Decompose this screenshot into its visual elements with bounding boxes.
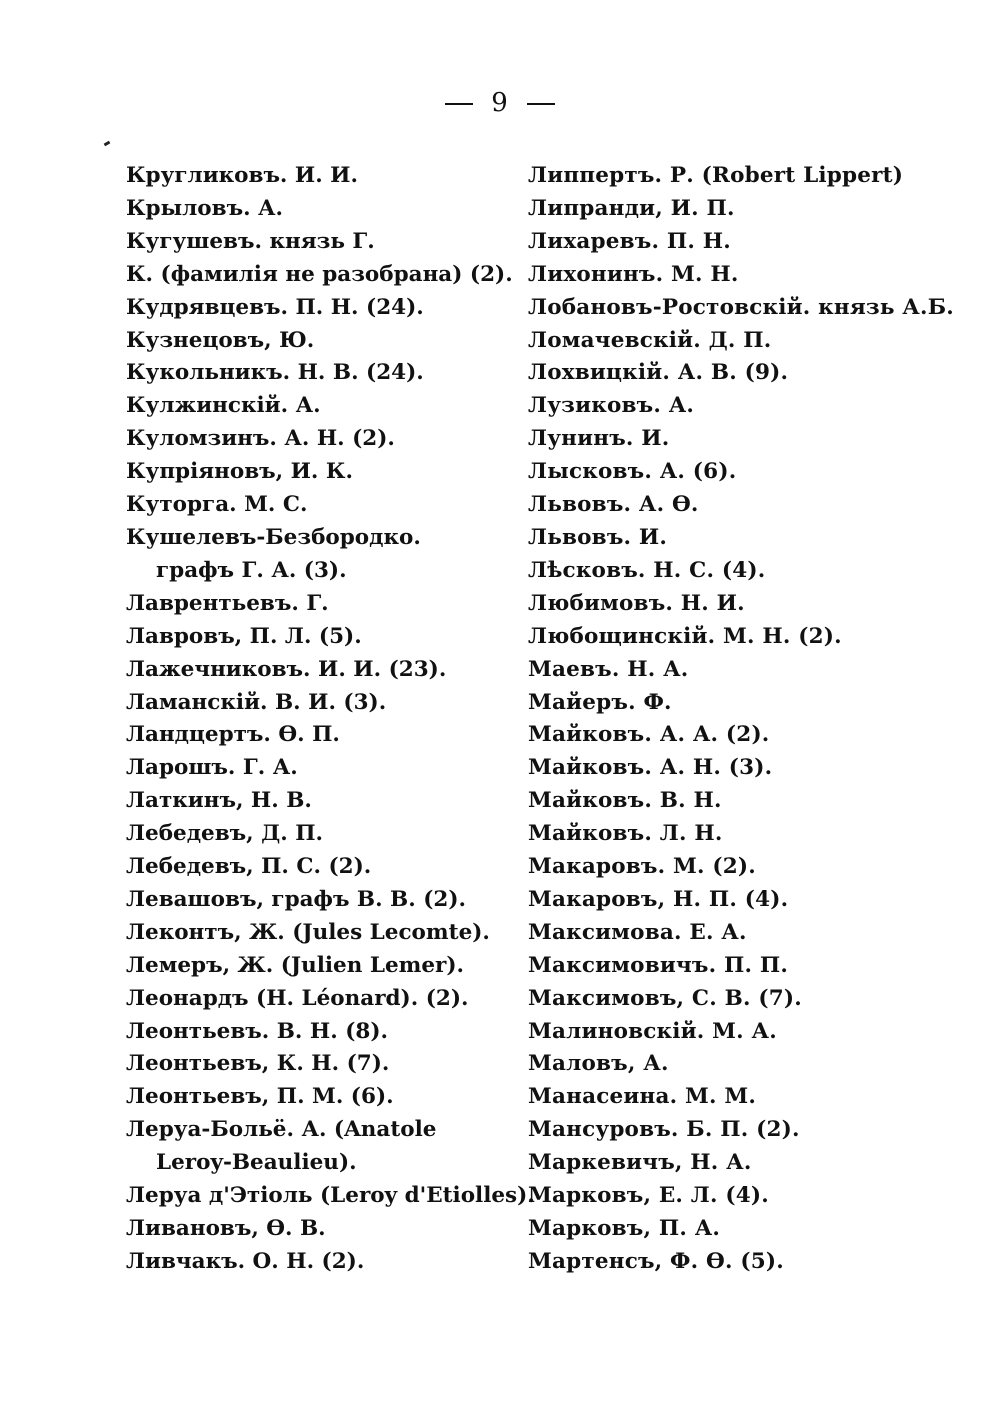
left-column-index	[126, 160, 535, 1279]
index-entry: Ломачевскій. Д. П.	[528, 327, 772, 353]
index-entry: Лузиковъ. А.	[528, 393, 695, 419]
index-entry: Леонтьевъ. В. Н. (8).	[126, 1018, 388, 1044]
index-entry: Лебедевъ, П. С. (2).	[126, 854, 372, 880]
index-entry: Лѣсковъ. Н. С. (4).	[528, 557, 766, 583]
right-column-index	[528, 160, 954, 1279]
index-entry: Кузнецовъ, Ю.	[126, 327, 315, 353]
index-entry: Мартенсъ, Ф. Ѳ. (5).	[528, 1248, 784, 1274]
index-entry: Майеръ. Ф.	[528, 689, 672, 715]
index-entry: Лебедевъ, Д. П.	[126, 821, 323, 847]
page-number	[0, 88, 1000, 118]
index-entry: Ливчакъ. О. Н. (2).	[126, 1248, 365, 1274]
index-entry: Кушелевъ-Безбородко. графъ Г. А. (3).	[126, 524, 421, 583]
index-entry: Маловъ, А.	[528, 1051, 669, 1077]
index-entry: Куломзинъ. А. Н. (2).	[126, 426, 395, 452]
index-entry: Лысковъ. А. (6).	[528, 459, 737, 485]
index-entry: Любимовъ. Н. И.	[528, 590, 745, 616]
index-entry: Майковъ. А. Н. (3).	[528, 755, 773, 781]
index-entry: Лихаревъ. П. Н.	[528, 228, 731, 254]
index-entry: Лихонинъ. М. Н.	[528, 261, 739, 287]
index-entry: Лунинъ. И.	[528, 426, 670, 452]
index-entry: Левашовъ, графъ В. В. (2).	[126, 886, 466, 912]
index-entry: Львовъ. И.	[528, 524, 668, 550]
index-entry: Леконтъ, Ж. (Jules Lecomte).	[126, 919, 490, 945]
index-entry: Максимовъ, С. В. (7).	[528, 985, 802, 1011]
index-entry: Манасеина. М. М.	[528, 1084, 757, 1110]
index-entry: Ландцертъ. Ѳ. П.	[126, 722, 340, 748]
index-entry: Купріяновъ, И. К.	[126, 459, 353, 485]
index-entry: Ливановъ, Ѳ. В.	[126, 1216, 326, 1241]
index-entry: Кукольникъ. Н. В. (24).	[126, 360, 424, 386]
index-entry: Леонардъ (Н. Léonard). (2).	[126, 985, 469, 1011]
index-entry: Липпертъ. Р. (Robert Lippert)	[528, 163, 904, 188]
index-entry: Кугушевъ. князь Г.	[126, 228, 375, 254]
index-entry: Макаровъ. М. (2).	[528, 854, 756, 880]
index-entry: Ламанскій. В. И. (3).	[126, 689, 387, 715]
index-entry: К. (фамилія не разобрана) (2).	[126, 261, 513, 287]
index-entry: Куторга. М. С.	[126, 492, 308, 518]
index-entry: Леруа-Больё. А. (Anatole Leroy-Beaulieu).	[126, 1117, 437, 1176]
index-entry: Максимовичъ. П. П.	[528, 952, 789, 978]
index-entry: Максимова. Е. А.	[528, 919, 747, 945]
index-entry: Леонтьевъ, П. М. (6).	[126, 1084, 394, 1110]
index-entry: Кулжинскій. А.	[126, 393, 321, 419]
index-entry: Леонтьевъ, К. Н. (7).	[126, 1051, 390, 1077]
index-entry: Маевъ. Н. А.	[528, 656, 689, 682]
index-entry: Лаврентьевъ. Г.	[126, 590, 329, 616]
index-entry: Львовъ. А. Ѳ.	[528, 492, 699, 518]
left-dash	[445, 103, 473, 105]
index-entry: Липранди, И. П.	[528, 195, 735, 221]
index-entry: Лавровъ, П. Л. (5).	[126, 623, 362, 649]
index-entry: Майковъ. В. Н.	[528, 788, 722, 814]
index-entry: Маркевичъ, Н. А.	[528, 1150, 752, 1176]
index-entry: Крыловъ. А.	[126, 195, 284, 221]
index-entry: Любощинскій. М. Н. (2).	[528, 623, 842, 649]
index-entry: Леруа д'Этіоль (Leroy d'Etiolles).	[126, 1183, 535, 1209]
index-entry: Кругликовъ. И. И.	[126, 163, 358, 188]
index-entry: Майковъ. Л. Н.	[528, 821, 723, 847]
index-entry: Марковъ, Е. Л. (4).	[528, 1183, 769, 1209]
index-entry: Лажечниковъ. И. И. (23).	[126, 656, 447, 682]
right-dash	[527, 103, 555, 105]
index-entry: Малиновскій. М. А.	[528, 1018, 777, 1044]
index-entry: Майковъ. А. А. (2).	[528, 722, 770, 748]
page-number-text: 9	[491, 88, 509, 118]
index-entry: Макаровъ, Н. П. (4).	[528, 886, 789, 912]
index-entry: Лобановъ-Ростовскій. князь А.Б.	[528, 294, 954, 320]
index-entry: Латкинъ, Н. В.	[126, 788, 312, 814]
index-entry: Ларошъ. Г. А.	[126, 755, 298, 781]
index-entry: Лемеръ, Ж. (Julien Lemer).	[126, 952, 465, 978]
index-entry: Кудрявцевъ. П. Н. (24).	[126, 294, 424, 320]
index-entry: Марковъ, П. А.	[528, 1216, 721, 1241]
ink-mark	[104, 141, 111, 147]
index-entry: Мансуровъ. Б. П. (2).	[528, 1117, 800, 1143]
index-entry: Лохвицкій. А. В. (9).	[528, 360, 789, 386]
